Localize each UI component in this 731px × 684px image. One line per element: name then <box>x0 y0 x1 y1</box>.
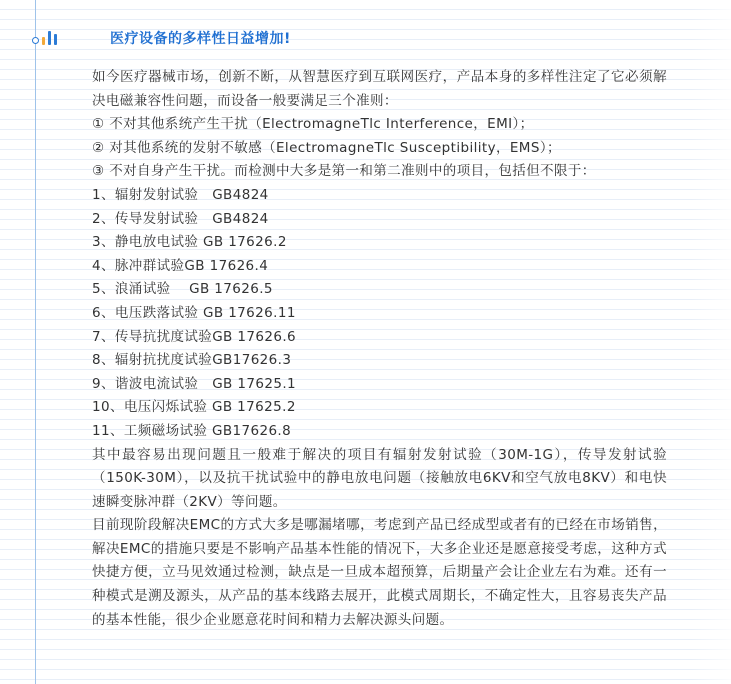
test-item: 11、工频磁场试验 GB17626.8 <box>92 422 292 439</box>
criterion-item: ① 不对其他系统产生干扰（ElectromagneTlc Interference，EMI）； <box>92 116 534 133</box>
bar-chart-icon <box>30 28 70 48</box>
test-item: 7、传导抗扰度试验GB 17626.6 <box>92 328 297 345</box>
test-item: 9、谐波电流试验 GB 17625.1 <box>92 375 297 392</box>
test-item: 8、辐射抗扰度试验GB17626.3 <box>92 352 292 369</box>
dot-marker-icon <box>32 37 39 44</box>
problem-paragraph: 其中最容易出现问题且一般难于解决的项目有辐射发射试验（30M-1G），传导发射试验（150K-30M），以及抗干扰试验中的静电放电问题（接触放电6KV和空气放电8KV）和电快速瞬变脉冲群（2KV）等问题。 <box>92 446 667 510</box>
test-item: 6、电压跌落试验 GB 17626.11 <box>92 304 296 321</box>
test-item: 10、电压闪烁试验 GB 17625.2 <box>92 399 296 416</box>
test-item: 5、浪涌试验 GB 17626.5 <box>92 281 273 298</box>
criterion-item: ③ 不对自身产生干扰。而检测中大多是第一和第二准则中的项目，包括但不限于： <box>92 163 596 180</box>
section-header <box>30 26 291 50</box>
section-title: 医疗设备的多样性日益增加! <box>110 31 291 47</box>
test-item: 1、辐射发射试验 GB4824 <box>92 186 269 203</box>
test-item: 4、脉冲群试验GB 17626.4 <box>92 257 269 274</box>
solution-paragraph: 目前现阶段解决EMC的方式大多是哪漏堵哪，考虑到产品已经成型或者有的已经在市场销售，解决EMC的措施只要是不影响产品基本性能的情况下，大多企业还是愿意接受考虑，这种方式快捷方便，立马见效通过检测，缺点是一旦成本超预算，后期量产会让企业左右为难。还有一种模式是溯及源头，从产品的基本线路去展开，此模式周期长，不确定性大，且容易丧失产品的基本性能，很少企业愿意花时间和精力去解决源头问题。 <box>92 517 667 628</box>
left-border-line <box>35 0 36 684</box>
intro-paragraph: 如今医疗器械市场，创新不断，从智慧医疗到互联网医疗，产品本身的多样性注定了它必须解决电磁兼容性问题，而设备一般要满足三个准则： <box>92 69 667 109</box>
article-body <box>92 66 667 632</box>
test-item: 3、静电放电试验 GB 17626.2 <box>92 234 287 251</box>
test-item: 2、传导发射试验 GB4824 <box>92 210 269 227</box>
criterion-item: ② 对其他系统的发射不敏感（ElectromagneTlc Susceptibility，EMS）； <box>92 139 561 156</box>
right-edge-fade <box>691 0 731 684</box>
